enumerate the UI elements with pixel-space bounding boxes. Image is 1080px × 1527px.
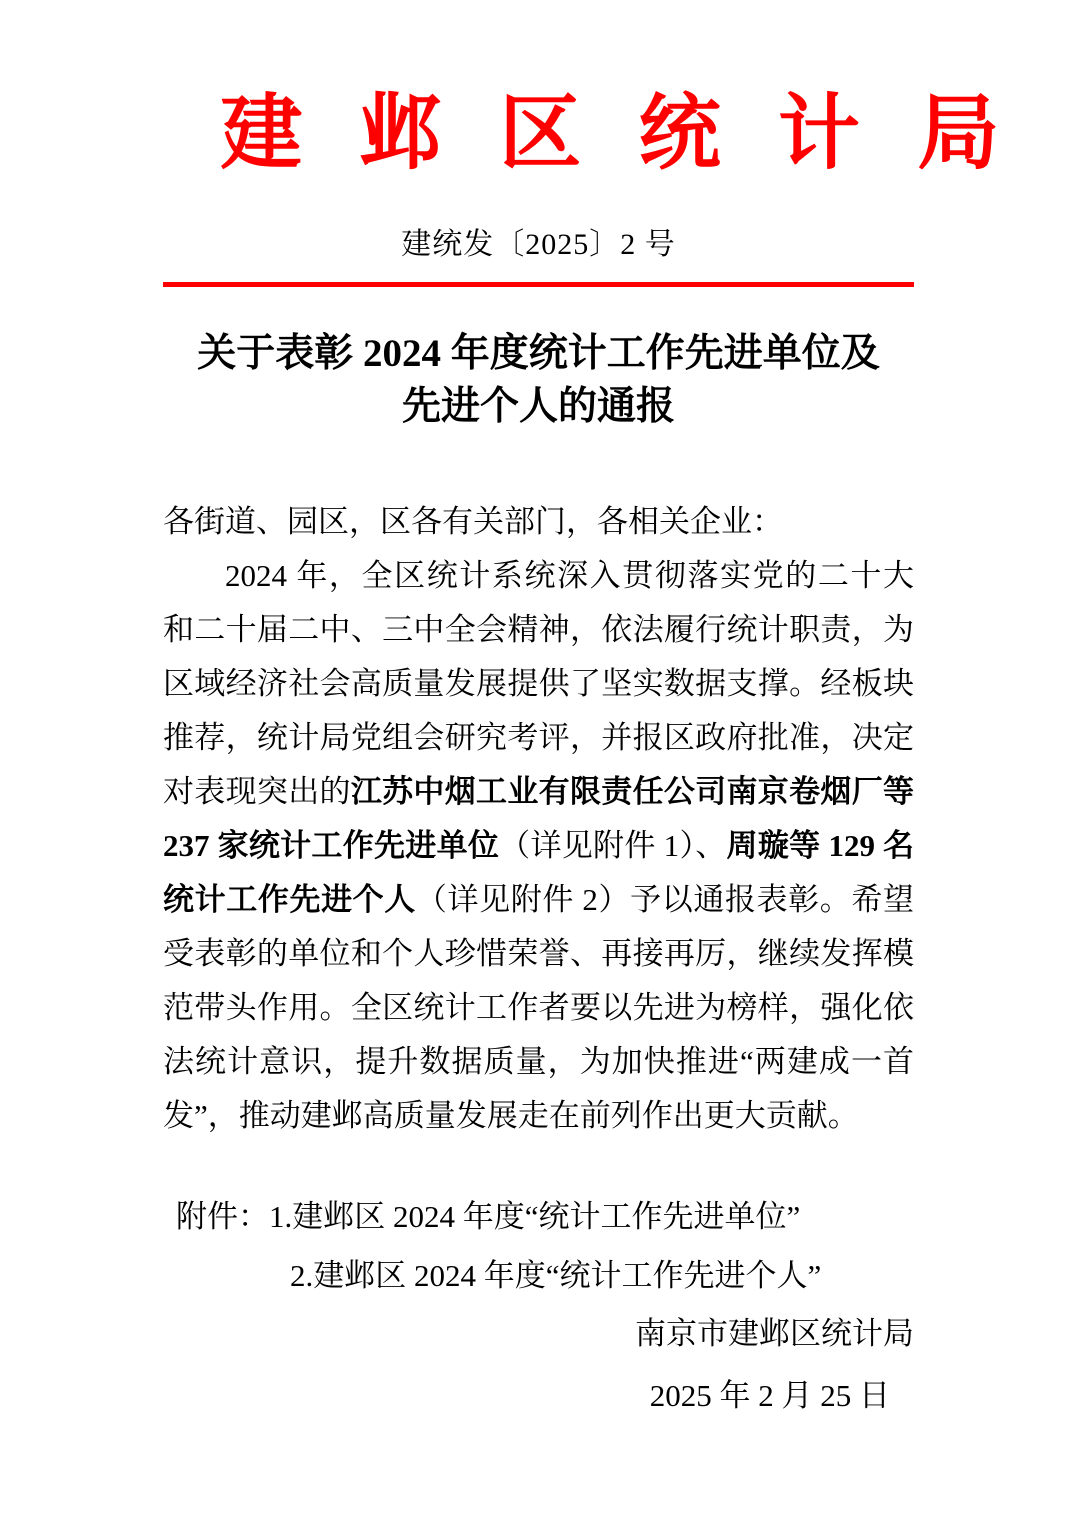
issuing-agency-signature: 南京市建邺区统计局 [635,1316,914,1351]
notice-title-line2: 先进个人的通报 [401,385,675,428]
doc-number: 建统发〔2025〕2 号 [401,228,676,261]
red-divider-rule [163,282,914,287]
notice-body [163,495,914,1143]
salutation-line: 各街道、园区，区各有关部门，各相关企业： [163,504,783,539]
document-content [0,78,1080,1425]
attachment-line-1 [176,1187,914,1246]
attachments-label: 附件： [176,1199,269,1234]
notice-title-line1: 关于表彰 2024 年度统计工作先进单位及 [197,332,880,375]
attachment-item-1: 1.建邺区 2024 年度“统计工作先进单位” [269,1199,801,1234]
attachments-block [163,1187,914,1305]
body-run-intro: 2024 年，全区统计系统深入贯彻落实党的二十大和二十届二中、三中全会精神，依法履行统计职责，为区域经济社会高质量发展提供了坚实数据支撑。经板块推荐，统计局党组会研究考评，并报区政府批准，决定对表现突出的 [163,558,914,809]
attachment-item-2: 2.建邺区 2024 年度“统计工作先进个人” [290,1258,822,1293]
honored-units-highlight: 江苏中烟工业有限责任公司南京卷烟厂等237 家统计工作先进单位 [163,774,915,863]
notice-title [163,327,914,433]
issue-date: 2025 年 2 月 25 日 [649,1378,890,1413]
body-run-attachment1-ref: （详见附件 1）、 [499,828,727,863]
body-run-closing: （详见附件 2）予以通报表彰。希望受表彰的单位和个人珍惜荣誉、再接再厉，继续发挥模范带头作用。全区统计工作者要以先进为榜样，强化依法统计意识，提升数据质量，为加快推进“两建成一首发”，推动建邺高质量发展走在前列作出更大贡献。 [163,882,915,1133]
honored-individuals-highlight: 周璇等 129 名统计工作先进个人 [163,828,915,917]
body-paragraph [163,549,914,1143]
agency-header-title: 建邺区统计局 [220,88,1057,179]
